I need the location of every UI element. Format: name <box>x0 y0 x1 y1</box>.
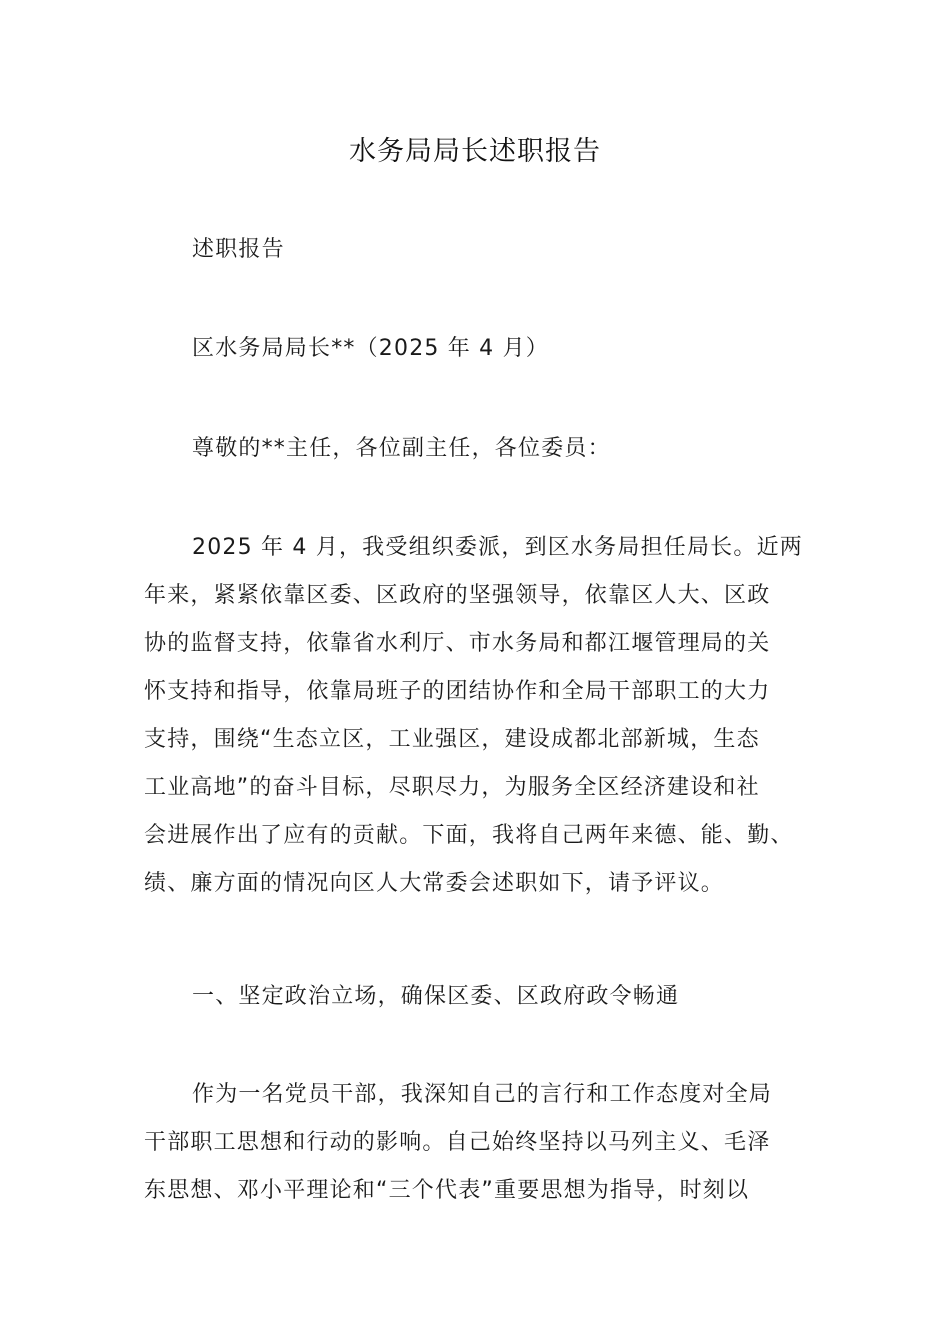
paragraph-line: 东思想、邓小平理论和“三个代表”重要思想为指导，时刻以 <box>144 1178 750 1203</box>
paragraph-line: 协的监督支持，依靠省水利厅、市水务局和都江堰管理局的关 <box>144 631 771 656</box>
paragraph-2 <box>144 1071 824 1215</box>
author-line: 区水务局局长**（2025 年 4 月） <box>192 336 549 361</box>
salutation: 尊敬的**主任，各位副主任，各位委员： <box>192 436 611 461</box>
paragraph-1 <box>144 524 824 908</box>
paragraph-line: 怀支持和指导，依靠局班子的团结协作和全局干部职工的大力 <box>144 679 771 704</box>
paragraph-line: 会进展作出了应有的贡献。下面，我将自己两年来德、能、勤、 <box>144 823 794 848</box>
section-1-title: 一、坚定政治立场，确保区委、区政府政令畅通 <box>192 984 680 1009</box>
document-title: 水务局局长述职报告 <box>349 136 601 167</box>
paragraph-line: 支持，围绕“生态立区，工业强区，建设成都北部新城，生态 <box>144 727 760 752</box>
paragraph-line: 年来，紧紧依靠区委、区政府的坚强领导，依靠区人大、区政 <box>144 583 771 608</box>
paragraph-line: 绩、廉方面的情况向区人大常委会述职如下，请予评议。 <box>144 871 725 896</box>
paragraph-line: 2025 年 4 月，我受组织委派，到区水务局担任局长。近两 <box>192 535 803 560</box>
paragraph-line: 工业高地”的奋斗目标，尽职尽力，为服务全区经济建设和社 <box>144 775 760 800</box>
paragraph-line: 干部职工思想和行动的影响。自己始终坚持以马列主义、毛泽 <box>144 1130 771 1155</box>
paragraph-line: 作为一名党员干部，我深知自己的言行和工作态度对全局 <box>192 1082 773 1107</box>
report-heading: 述职报告 <box>192 237 285 262</box>
